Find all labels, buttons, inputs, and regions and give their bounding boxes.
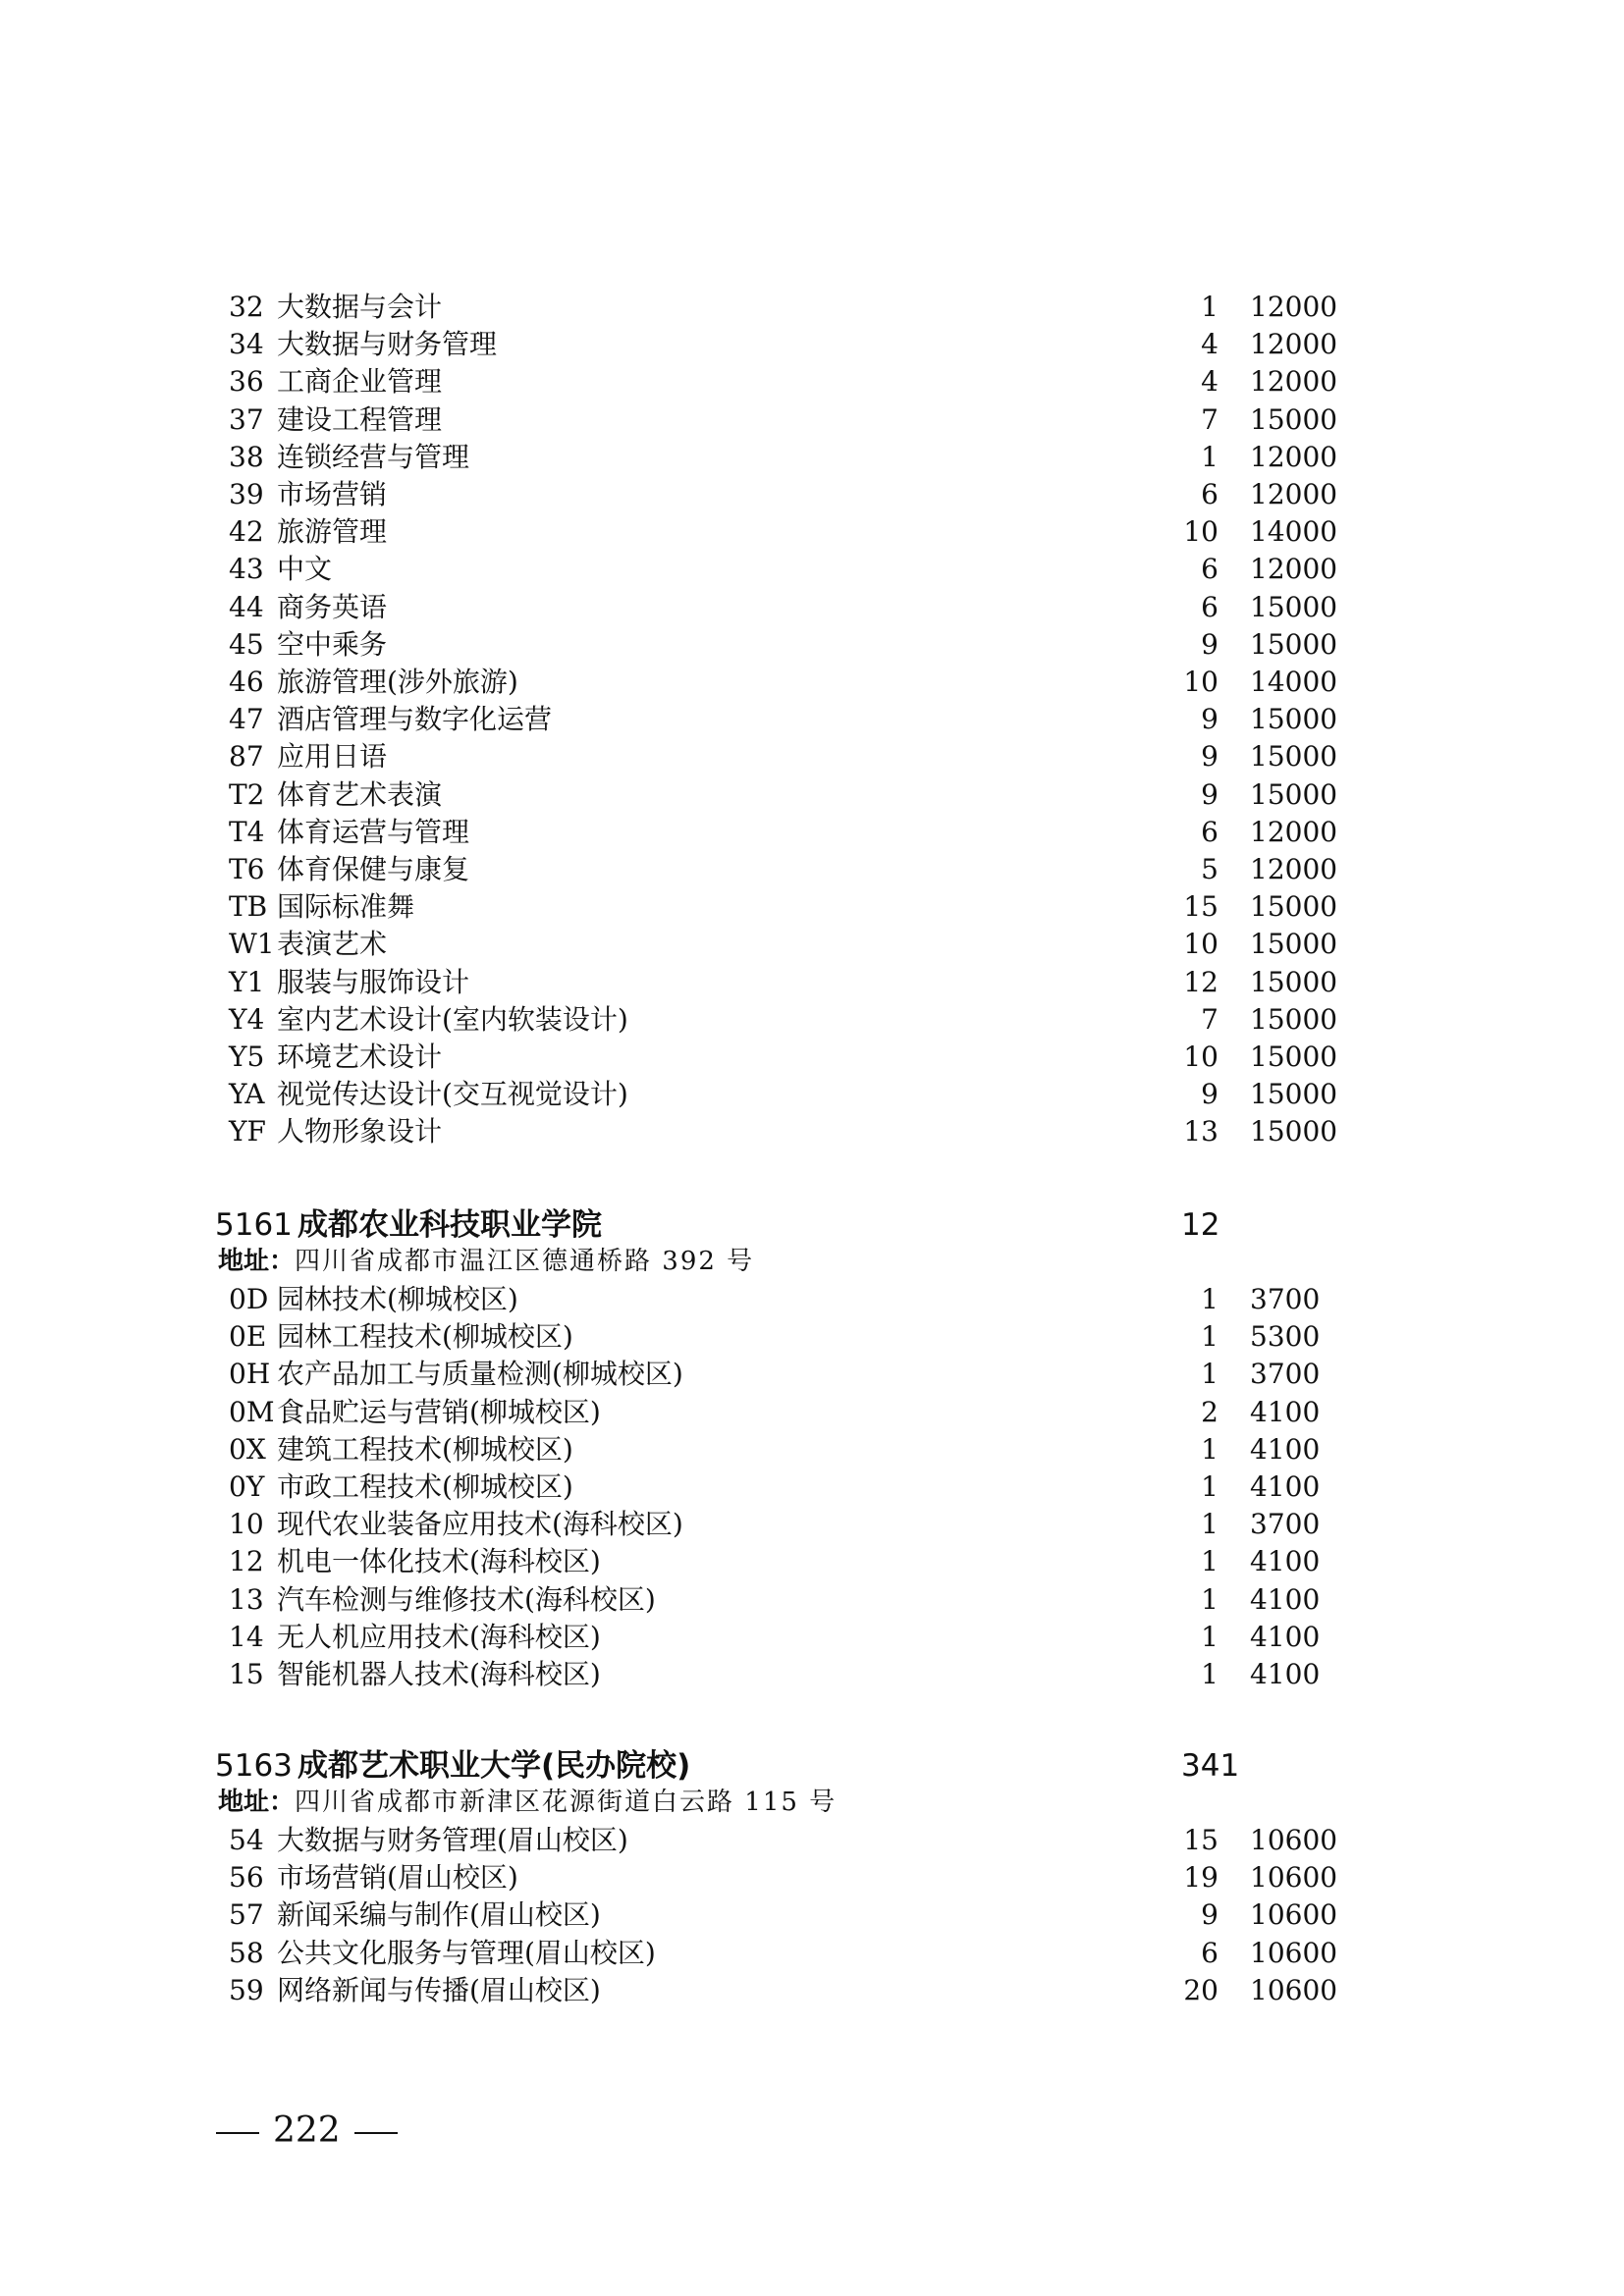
program-count: 20: [1183, 1973, 1218, 2006]
program-count: 6: [1201, 590, 1218, 623]
program-count: 4: [1201, 328, 1218, 361]
program-fee: 12000: [1250, 328, 1338, 361]
program-name: 智能机器人技术(海科校区): [277, 1658, 601, 1690]
program-fee: 12000: [1250, 440, 1338, 473]
program-fee: 15000: [1250, 703, 1338, 736]
table-row: [0, 1431, 1624, 1468]
program-name: 市场营销: [277, 478, 388, 510]
program-name: 体育艺术表演: [277, 777, 443, 811]
program-fee: 15000: [1250, 1115, 1338, 1148]
program-name: 服装与服饰设计: [277, 965, 470, 998]
table-row: [0, 776, 1624, 814]
program-name: 现代农业装备应用技术(海科校区): [277, 1508, 683, 1541]
program-fee: 12000: [1250, 365, 1338, 399]
program-count: 1: [1201, 1658, 1218, 1690]
program-code: 36: [229, 365, 264, 399]
program-code: 45: [229, 627, 264, 661]
program-fee: 14000: [1250, 666, 1338, 698]
table-row: [0, 626, 1624, 664]
table-row: [0, 551, 1624, 588]
program-code: Y1: [229, 965, 265, 998]
program-fee: 4100: [1250, 1620, 1321, 1653]
table-row: [0, 1318, 1624, 1356]
program-code: 43: [229, 553, 264, 586]
program-code: YF: [229, 1115, 266, 1148]
program-count: 1: [1201, 1545, 1218, 1578]
program-fee: 14000: [1250, 515, 1338, 549]
program-count: 2: [1201, 1395, 1218, 1428]
program-code: 32: [229, 291, 264, 323]
program-count: 7: [1201, 1002, 1218, 1036]
table-row: [0, 888, 1624, 926]
program-count: 7: [1201, 402, 1218, 436]
program-fee: 15000: [1250, 1041, 1338, 1073]
program-fee: 12000: [1250, 853, 1338, 885]
program-code: 0H: [229, 1358, 271, 1391]
program-count: 9: [1201, 1078, 1218, 1111]
program-code: T6: [229, 853, 265, 885]
program-code: 12: [229, 1545, 264, 1578]
table-row: [0, 1113, 1624, 1150]
program-name: 工商企业管理: [277, 365, 443, 399]
table-row: [0, 439, 1624, 476]
program-name: 体育保健与康复: [277, 853, 470, 885]
program-count: 1: [1201, 291, 1218, 323]
table-row: [0, 1822, 1624, 1859]
program-count: 1: [1201, 1320, 1218, 1354]
program-fee: 10600: [1250, 1861, 1338, 1895]
program-code: 14: [229, 1620, 264, 1653]
school-address: [218, 1785, 837, 1820]
address-label: 地址：: [218, 1788, 296, 1817]
program-name: 室内艺术设计(室内软装设计): [277, 1002, 628, 1036]
program-fee: 3700: [1250, 1508, 1321, 1541]
program-code: 38: [229, 440, 264, 473]
program-fee: 15000: [1250, 965, 1338, 998]
program-count: 6: [1201, 553, 1218, 586]
program-name: 体育运营与管理: [277, 815, 470, 848]
program-code: Y5: [229, 1041, 265, 1073]
table-row: [0, 363, 1624, 400]
program-fee: 15000: [1250, 740, 1338, 774]
table-row: [0, 1935, 1624, 1972]
table-row: [0, 664, 1624, 701]
table-row: [0, 401, 1624, 439]
program-name: 大数据与会计: [277, 291, 443, 323]
program-code: 0Y: [229, 1470, 265, 1503]
program-name: 空中乘务: [277, 627, 388, 661]
program-name: 旅游管理(涉外旅游): [277, 666, 518, 698]
program-fee: 4100: [1250, 1582, 1321, 1616]
program-code: 0D: [229, 1283, 269, 1315]
program-code: 37: [229, 402, 264, 436]
program-name: 旅游管理: [277, 515, 388, 549]
program-code: 15: [229, 1658, 264, 1690]
program-name: 中文: [277, 553, 333, 586]
table-row: [0, 964, 1624, 1001]
table-row: [0, 1039, 1624, 1076]
program-name: 新闻采编与制作(眉山校区): [277, 1898, 601, 1932]
table-row: [0, 738, 1624, 775]
program-name: 机电一体化技术(海科校区): [277, 1545, 601, 1578]
program-count: 12: [1183, 965, 1218, 998]
program-fee: 15000: [1250, 590, 1338, 623]
program-count: 9: [1201, 627, 1218, 661]
school-name: 成都农业科技职业学院: [298, 1207, 602, 1243]
program-count: 15: [1183, 1824, 1218, 1856]
program-fee: 15000: [1250, 1078, 1338, 1111]
program-name: 视觉传达设计(交互视觉设计): [277, 1078, 628, 1111]
program-name: 建设工程管理: [277, 402, 443, 436]
program-fee: 12000: [1250, 478, 1338, 510]
table-row: [0, 1356, 1624, 1393]
program-code: 56: [229, 1861, 264, 1895]
program-fee: 10600: [1250, 1898, 1338, 1932]
page-number: 222: [273, 2110, 341, 2151]
program-name: 园林技术(柳城校区): [277, 1283, 518, 1315]
program-name: 表演艺术: [277, 928, 388, 961]
program-fee: 4100: [1250, 1545, 1321, 1578]
table-row: [0, 1543, 1624, 1580]
program-name: 园林工程技术(柳城校区): [277, 1320, 573, 1354]
table-row: [0, 1619, 1624, 1656]
program-fee: 4100: [1250, 1395, 1321, 1428]
program-code: 0X: [229, 1432, 266, 1466]
table-row: [0, 1506, 1624, 1543]
program-name: 汽车检测与维修技术(海科校区): [277, 1582, 656, 1616]
program-count: 10: [1183, 928, 1218, 961]
school-code: 5161: [215, 1207, 293, 1243]
program-name: 无人机应用技术(海科校区): [277, 1620, 601, 1653]
program-name: 农产品加工与质量检测(柳城校区): [277, 1358, 683, 1391]
table-row: [0, 814, 1624, 851]
program-count: 9: [1201, 1898, 1218, 1932]
table-row: [0, 926, 1624, 963]
program-fee: 10600: [1250, 1973, 1338, 2006]
program-code: 44: [229, 590, 264, 623]
program-code: 13: [229, 1582, 264, 1616]
program-code: W1: [229, 928, 275, 961]
table-row: [0, 1076, 1624, 1113]
program-name: 人物形象设计: [277, 1115, 443, 1148]
program-code: 10: [229, 1508, 264, 1541]
program-count: 15: [1183, 890, 1218, 924]
program-count: 10: [1183, 666, 1218, 698]
program-count: 13: [1183, 1115, 1218, 1148]
program-count: 1: [1201, 1508, 1218, 1541]
program-code: 54: [229, 1824, 264, 1856]
table-row: [0, 326, 1624, 363]
program-count: 6: [1201, 478, 1218, 510]
school-quota: 341: [1181, 1748, 1240, 1784]
address-text: 四川省成都市新津区花源街道白云路 115 号: [295, 1788, 838, 1817]
program-code: T2: [229, 777, 265, 811]
program-fee: 12000: [1250, 553, 1338, 586]
program-name: 市政工程技术(柳城校区): [277, 1470, 573, 1503]
program-code: 58: [229, 1936, 264, 1969]
table-row: [0, 701, 1624, 738]
table-row: [0, 289, 1624, 326]
program-name: 大数据与财务管理(眉山校区): [277, 1824, 628, 1856]
table-row: [0, 851, 1624, 888]
program-count: 1: [1201, 1358, 1218, 1391]
program-code: 59: [229, 1973, 264, 2006]
table-row: [0, 1859, 1624, 1896]
program-fee: 4100: [1250, 1470, 1321, 1503]
program-code: 42: [229, 515, 264, 549]
program-fee: 10600: [1250, 1936, 1338, 1969]
program-count: 9: [1201, 703, 1218, 736]
program-name: 酒店管理与数字化运营: [277, 703, 553, 736]
program-count: 1: [1201, 440, 1218, 473]
program-fee: 15000: [1250, 777, 1338, 811]
program-name: 建筑工程技术(柳城校区): [277, 1432, 573, 1466]
program-code: 0E: [229, 1320, 267, 1354]
program-fee: 15000: [1250, 402, 1338, 436]
program-code: T4: [229, 815, 265, 848]
school-code: 5163: [215, 1748, 293, 1784]
program-code: TB: [229, 890, 268, 924]
program-name: 网络新闻与传播(眉山校区): [277, 1973, 601, 2006]
program-fee: 5300: [1250, 1320, 1321, 1354]
table-row: [0, 1896, 1624, 1934]
program-code: Y4: [229, 1002, 265, 1036]
program-count: 6: [1201, 815, 1218, 848]
school-quota: 12: [1181, 1207, 1220, 1243]
program-code: 87: [229, 740, 264, 774]
program-fee: 15000: [1250, 928, 1338, 961]
program-fee: 3700: [1250, 1283, 1321, 1315]
school-header: [0, 1203, 1624, 1247]
page-footer: [216, 2107, 398, 2156]
table-row: [0, 476, 1624, 513]
program-fee: 15000: [1250, 890, 1338, 924]
footer-dash-right: [354, 2132, 398, 2134]
program-count: 4: [1201, 365, 1218, 399]
program-fee: 4100: [1250, 1658, 1321, 1690]
program-count: 9: [1201, 777, 1218, 811]
program-count: 10: [1183, 515, 1218, 549]
program-name: 大数据与财务管理: [277, 328, 498, 361]
table-row: [0, 513, 1624, 551]
program-count: 1: [1201, 1283, 1218, 1315]
footer-dash-left: [216, 2132, 259, 2134]
program-count: 10: [1183, 1041, 1218, 1073]
program-name: 应用日语: [277, 740, 388, 774]
program-count: 19: [1183, 1861, 1218, 1895]
program-name: 公共文化服务与管理(眉山校区): [277, 1936, 656, 1969]
program-name: 连锁经营与管理: [277, 440, 470, 473]
program-code: 0M: [229, 1395, 275, 1428]
program-fee: 4100: [1250, 1432, 1321, 1466]
address-text: 四川省成都市温江区德通桥路 392 号: [295, 1247, 755, 1276]
table-row: [0, 1281, 1624, 1318]
program-name: 商务英语: [277, 590, 388, 623]
table-row: [0, 1394, 1624, 1431]
program-count: 6: [1201, 1936, 1218, 1969]
table-row: [0, 1656, 1624, 1693]
program-name: 环境艺术设计: [277, 1041, 443, 1073]
school-address: [218, 1244, 754, 1279]
program-code: 47: [229, 703, 264, 736]
table-row: [0, 589, 1624, 626]
program-fee: 10600: [1250, 1824, 1338, 1856]
program-count: 1: [1201, 1582, 1218, 1616]
program-fee: 15000: [1250, 627, 1338, 661]
program-code: YA: [229, 1078, 265, 1111]
program-name: 食品贮运与营销(柳城校区): [277, 1395, 601, 1428]
program-name: 国际标准舞: [277, 890, 415, 924]
program-count: 1: [1201, 1432, 1218, 1466]
table-row: [0, 1468, 1624, 1506]
program-count: 5: [1201, 853, 1218, 885]
program-code: 34: [229, 328, 264, 361]
program-code: 57: [229, 1898, 264, 1932]
table-row: [0, 1001, 1624, 1039]
table-row: [0, 1581, 1624, 1619]
address-label: 地址：: [218, 1247, 296, 1276]
program-count: 1: [1201, 1620, 1218, 1653]
school-name: 成都艺术职业大学(民办院校): [298, 1748, 691, 1784]
program-fee: 3700: [1250, 1358, 1321, 1391]
program-count: 1: [1201, 1470, 1218, 1503]
program-count: 9: [1201, 740, 1218, 774]
program-fee: 12000: [1250, 815, 1338, 848]
program-name: 市场营销(眉山校区): [277, 1861, 518, 1895]
program-fee: 12000: [1250, 291, 1338, 323]
program-fee: 15000: [1250, 1002, 1338, 1036]
table-row: [0, 1972, 1624, 2009]
program-code: 39: [229, 478, 264, 510]
program-code: 46: [229, 666, 264, 698]
school-header: [0, 1744, 1624, 1788]
